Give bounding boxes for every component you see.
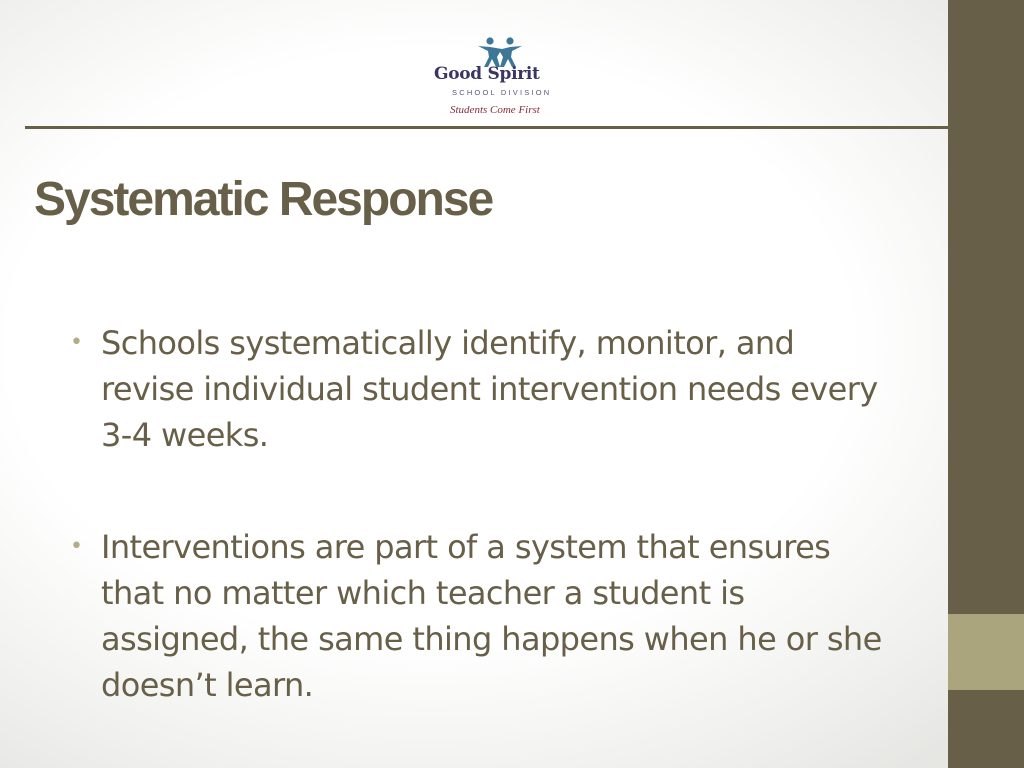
bullet-item bbox=[70, 320, 890, 458]
bullet-text: Interventions are part of a system that ensures that no matter which teacher a student is assigned, the same thing happens when he or she doesn’t learn. bbox=[101, 528, 882, 704]
bullet-text: Schools systematically identify, monitor, and revise individual student intervention needs every 3-4 weeks. bbox=[101, 324, 878, 454]
logo-tagline: Students Come First bbox=[450, 104, 540, 116]
school-logo bbox=[430, 36, 570, 120]
bullet-dot-icon: • bbox=[70, 330, 83, 355]
sidebar-accent-block bbox=[948, 614, 1024, 690]
slide-title: Systematic Response bbox=[34, 173, 493, 226]
bullet-item bbox=[70, 524, 890, 708]
logo-name: Good Spirit bbox=[434, 64, 540, 84]
bullet-dot-icon: • bbox=[70, 534, 83, 559]
logo-division: SCHOOL DIVISION bbox=[452, 88, 552, 97]
bullet-list bbox=[70, 320, 890, 708]
header-divider bbox=[25, 126, 948, 129]
right-sidebar-band bbox=[948, 0, 1024, 768]
